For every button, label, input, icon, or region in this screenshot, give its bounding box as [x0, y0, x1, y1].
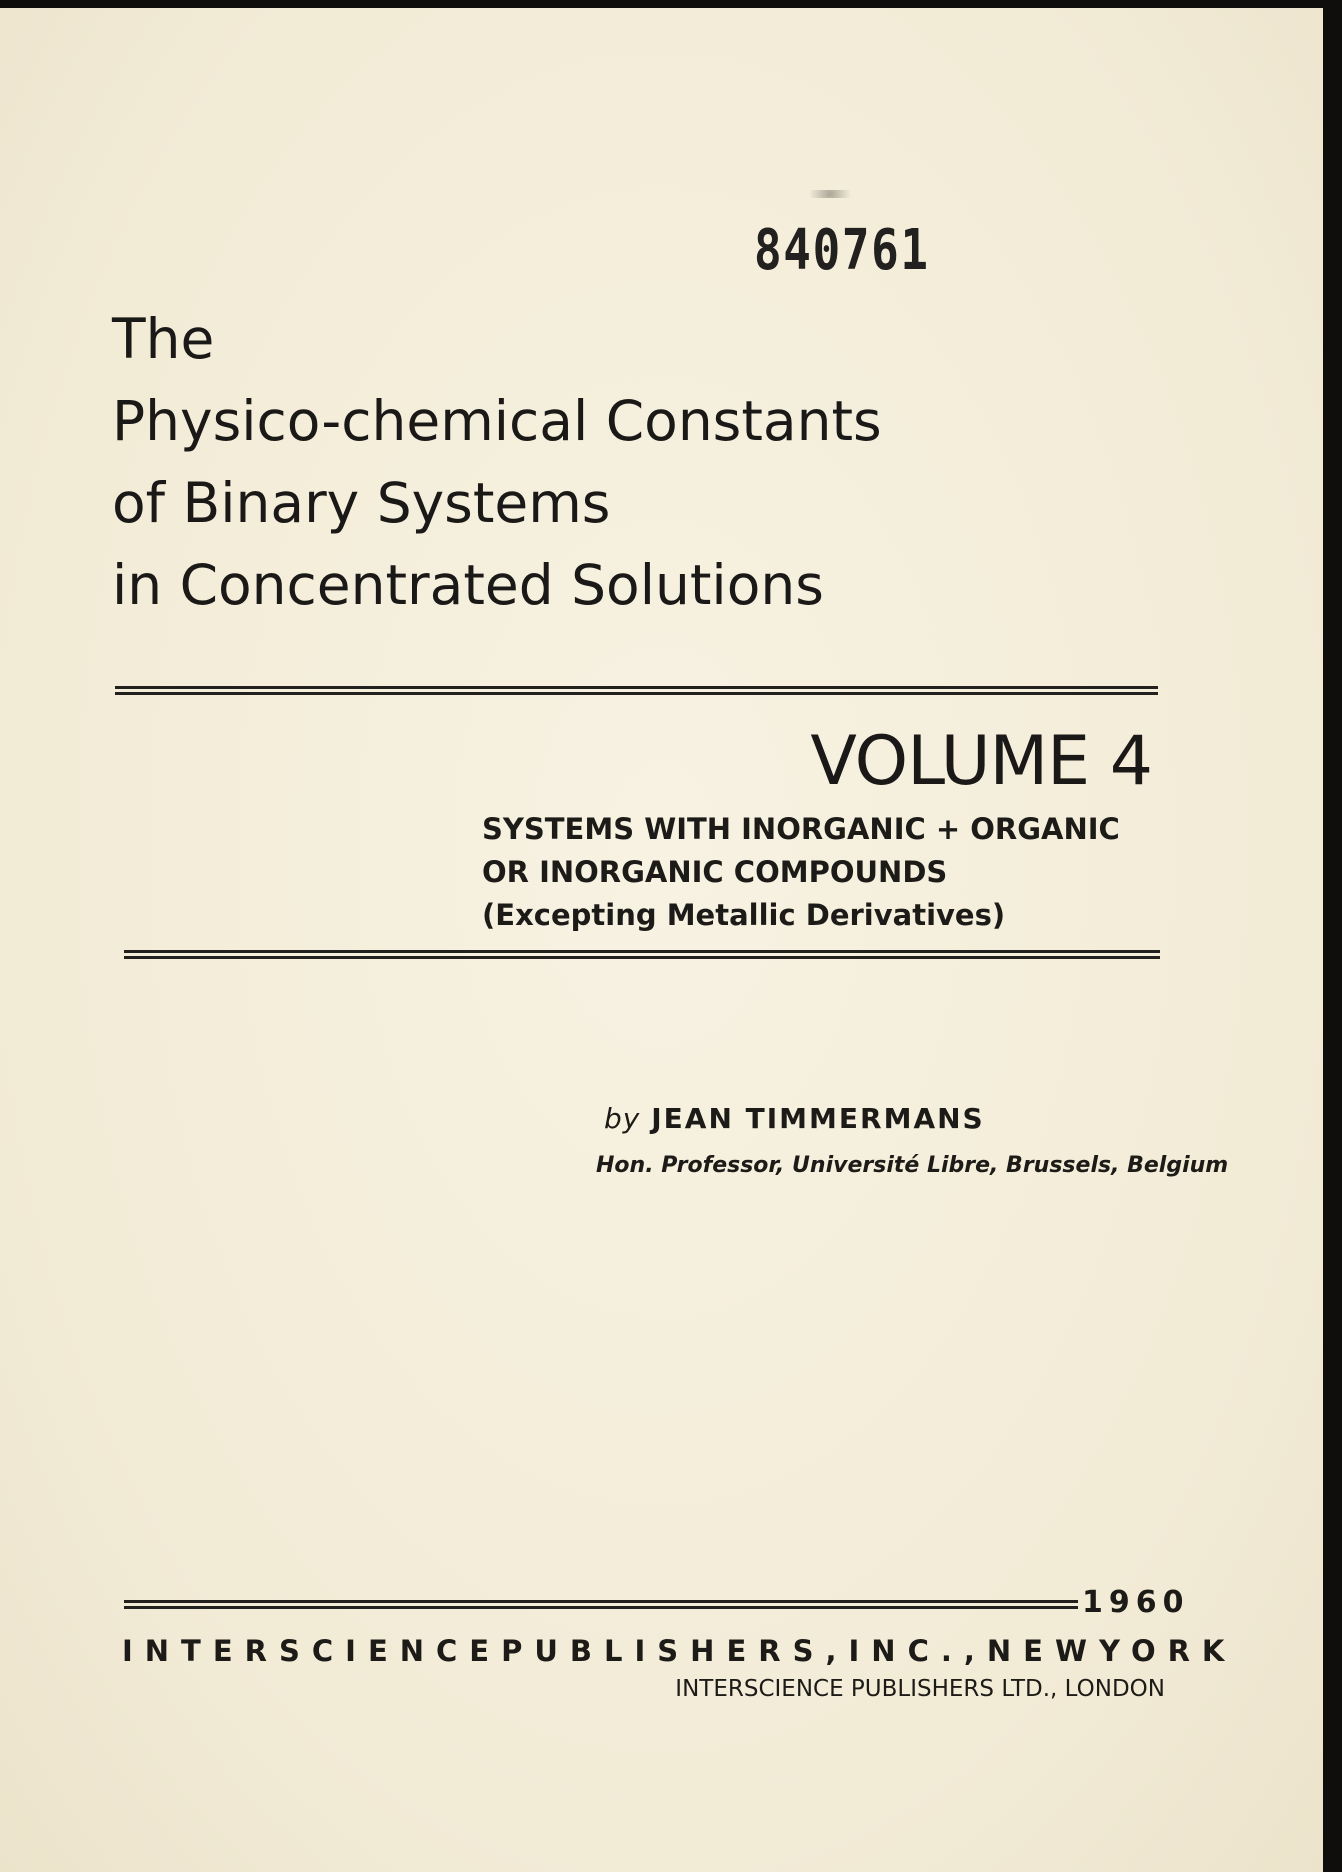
double-rule-bottom [124, 1600, 1078, 1609]
title-line: Physico-chemical Constants [112, 389, 882, 453]
double-rule-top [115, 686, 1158, 695]
author-by: by [604, 1102, 641, 1135]
scan-right-border [1323, 0, 1342, 1872]
publisher-word: PUBLISHERS, [501, 1634, 849, 1668]
subtitle-line: SYSTEMS WITH INORGANIC + ORGANIC [482, 812, 1120, 846]
publisher-word: INTERSCIENCE [122, 1634, 502, 1668]
publisher-london: INTERSCIENCE PUBLISHERS LTD., LONDON [675, 1676, 1165, 1702]
title-line: The [112, 307, 215, 371]
subtitle-line: OR INORGANIC COMPOUNDS [482, 855, 948, 889]
title-line: of Binary Systems [112, 471, 611, 535]
volume-subtitle [482, 808, 1120, 937]
scan-top-border [0, 0, 1342, 8]
catalog-number-stamp: 840761 [754, 218, 930, 283]
title-page [0, 8, 1323, 1872]
publication-year: 1960 [1082, 1585, 1190, 1620]
author-affiliation: Hon. Professor, Université Libre, Brussels, Belgium [596, 1153, 1229, 1178]
book-title [112, 298, 882, 626]
publisher-name [122, 1634, 1237, 1668]
author-line [604, 1102, 985, 1135]
double-rule-middle [124, 950, 1160, 959]
subtitle-line: (Excepting Metallic Derivatives) [482, 898, 1006, 932]
publisher-word: INC., [848, 1634, 987, 1668]
author-name: JEAN TIMMERMANS [651, 1102, 985, 1135]
title-line: in Concentrated Solutions [112, 553, 824, 617]
publisher-word: YORK [1098, 1634, 1237, 1668]
publisher-word: NEW [986, 1634, 1099, 1668]
volume-heading: VOLUME 4 [810, 722, 1152, 801]
ink-smudge [800, 190, 860, 198]
